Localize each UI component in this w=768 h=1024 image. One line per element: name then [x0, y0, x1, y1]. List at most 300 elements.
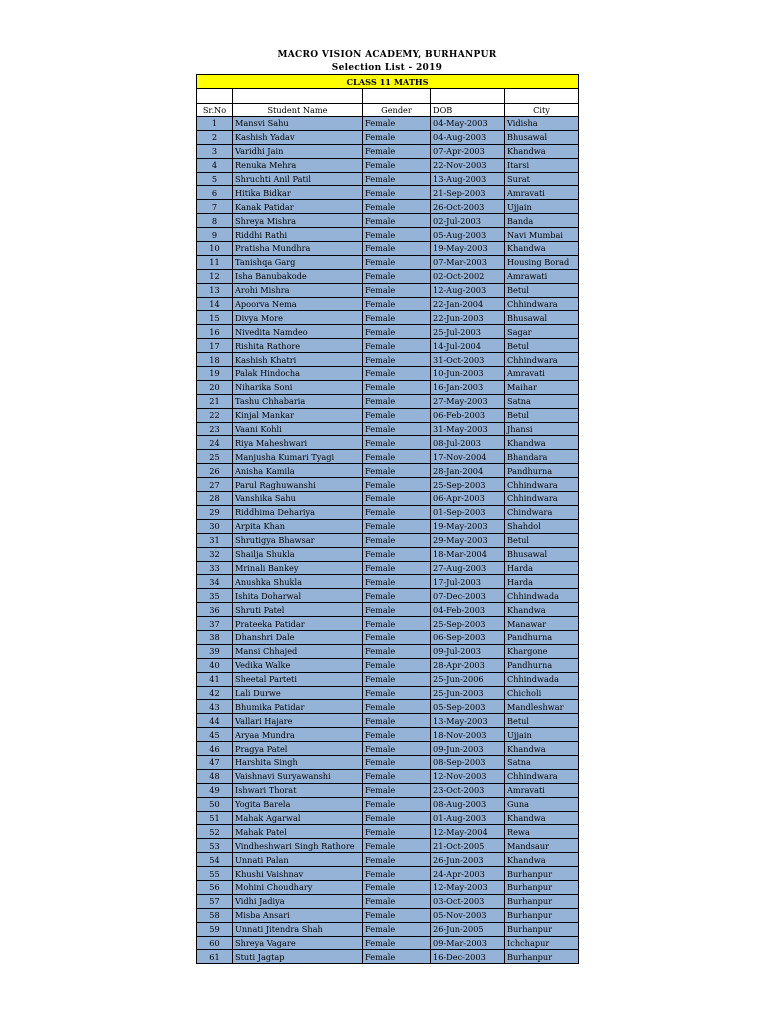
- cell-dob: 13-Aug-2003: [431, 172, 505, 186]
- cell-gender: Female: [363, 700, 431, 714]
- cell-dob: 09-Mar-2003: [431, 936, 505, 950]
- blank-cell: [197, 89, 233, 104]
- cell-student-name: Renuka Mehra: [233, 158, 363, 172]
- cell-student-name: Shrutigya Bhawsar: [233, 533, 363, 547]
- cell-gender: Female: [363, 297, 431, 311]
- cell-city: Betul: [505, 339, 579, 353]
- blank-cell: [363, 89, 431, 104]
- cell-gender: Female: [363, 880, 431, 894]
- cell-dob: 01-Aug-2003: [431, 811, 505, 825]
- cell-dob: 25-Jun-2006: [431, 672, 505, 686]
- cell-gender: Female: [363, 519, 431, 533]
- table-row: [197, 283, 579, 297]
- table-row: [197, 742, 579, 756]
- cell-student-name: Vaishnavi Suryawanshi: [233, 769, 363, 783]
- cell-srno: 33: [197, 561, 233, 575]
- cell-srno: 13: [197, 283, 233, 297]
- cell-dob: 25-Sep-2003: [431, 478, 505, 492]
- cell-city: Chhindwara: [505, 492, 579, 506]
- cell-city: Amrawati: [505, 269, 579, 283]
- cell-dob: 02-Jul-2003: [431, 214, 505, 228]
- cell-city: Ujjain: [505, 728, 579, 742]
- cell-dob: 17-Jul-2003: [431, 575, 505, 589]
- cell-student-name: Apoorva Nema: [233, 297, 363, 311]
- cell-dob: 19-May-2003: [431, 519, 505, 533]
- cell-city: Chhindwara: [505, 353, 579, 367]
- cell-student-name: Mrinali Bankey: [233, 561, 363, 575]
- table-row: [197, 783, 579, 797]
- table-row: [197, 561, 579, 575]
- cell-student-name: Niharika Soni: [233, 380, 363, 394]
- cell-dob: 05-Aug-2003: [431, 228, 505, 242]
- table-row: [197, 311, 579, 325]
- cell-city: Harda: [505, 575, 579, 589]
- selection-table-body: [197, 75, 579, 964]
- cell-dob: 08-Jul-2003: [431, 436, 505, 450]
- cell-student-name: Riddhima Dehariya: [233, 505, 363, 519]
- cell-student-name: Pragya Patel: [233, 742, 363, 756]
- cell-city: Chhindwara: [505, 769, 579, 783]
- cell-srno: 39: [197, 644, 233, 658]
- cell-city: Navi Mumbai: [505, 228, 579, 242]
- cell-gender: Female: [363, 936, 431, 950]
- cell-gender: Female: [363, 505, 431, 519]
- cell-gender: Female: [363, 561, 431, 575]
- cell-city: Khandwa: [505, 811, 579, 825]
- cell-gender: Female: [363, 172, 431, 186]
- cell-student-name: Dhanshri Dale: [233, 630, 363, 644]
- cell-student-name: Parul Raghuwanshi: [233, 478, 363, 492]
- cell-student-name: Varidhi Jain: [233, 144, 363, 158]
- cell-dob: 31-Oct-2003: [431, 353, 505, 367]
- cell-city: Khargone: [505, 644, 579, 658]
- cell-gender: Female: [363, 408, 431, 422]
- cell-srno: 5: [197, 172, 233, 186]
- cell-srno: 9: [197, 228, 233, 242]
- cell-srno: 6: [197, 186, 233, 200]
- table-row: [197, 853, 579, 867]
- cell-dob: 04-Aug-2003: [431, 130, 505, 144]
- cell-student-name: Mahak Agarwal: [233, 811, 363, 825]
- cell-city: Satna: [505, 755, 579, 769]
- cell-city: Burhanpur: [505, 880, 579, 894]
- cell-gender: Female: [363, 575, 431, 589]
- cell-gender: Female: [363, 200, 431, 214]
- table-row: [197, 644, 579, 658]
- cell-srno: 34: [197, 575, 233, 589]
- cell-gender: Female: [363, 825, 431, 839]
- cell-dob: 28-Jan-2004: [431, 464, 505, 478]
- cell-srno: 23: [197, 422, 233, 436]
- column-header-gender: Gender: [363, 104, 431, 117]
- table-row: [197, 214, 579, 228]
- table-row: [197, 630, 579, 644]
- cell-gender: Female: [363, 658, 431, 672]
- cell-student-name: Prateeka Patidar: [233, 617, 363, 631]
- cell-city: Shahdol: [505, 519, 579, 533]
- cell-dob: 27-May-2003: [431, 394, 505, 408]
- cell-gender: Female: [363, 255, 431, 269]
- cell-dob: 16-Jan-2003: [431, 380, 505, 394]
- cell-gender: Female: [363, 144, 431, 158]
- cell-dob: 31-May-2003: [431, 422, 505, 436]
- cell-srno: 30: [197, 519, 233, 533]
- cell-city: Betul: [505, 408, 579, 422]
- table-row: [197, 825, 579, 839]
- table-row: [197, 575, 579, 589]
- cell-dob: 22-Jan-2004: [431, 297, 505, 311]
- cell-srno: 18: [197, 353, 233, 367]
- cell-srno: 56: [197, 880, 233, 894]
- cell-gender: Female: [363, 950, 431, 964]
- cell-student-name: Tanishqa Garg: [233, 255, 363, 269]
- cell-city: Pandhurna: [505, 630, 579, 644]
- cell-srno: 44: [197, 714, 233, 728]
- table-row: [197, 922, 579, 936]
- cell-city: Chhindwara: [505, 297, 579, 311]
- cell-city: Chicholi: [505, 686, 579, 700]
- cell-student-name: Kinjal Mankar: [233, 408, 363, 422]
- cell-gender: Female: [363, 603, 431, 617]
- cell-srno: 47: [197, 755, 233, 769]
- selection-table: [196, 74, 579, 964]
- cell-city: Ujjain: [505, 200, 579, 214]
- cell-dob: 25-Jun-2003: [431, 686, 505, 700]
- cell-srno: 25: [197, 450, 233, 464]
- table-row: [197, 422, 579, 436]
- cell-srno: 54: [197, 853, 233, 867]
- cell-gender: Female: [363, 450, 431, 464]
- cell-city: Mandsaur: [505, 839, 579, 853]
- cell-student-name: Stuti Jagtap: [233, 950, 363, 964]
- table-row: [197, 769, 579, 783]
- cell-student-name: Kashish Khatri: [233, 353, 363, 367]
- cell-dob: 28-Apr-2003: [431, 658, 505, 672]
- cell-student-name: Yogita Barela: [233, 797, 363, 811]
- cell-gender: Female: [363, 714, 431, 728]
- cell-student-name: Shreya Vagare: [233, 936, 363, 950]
- cell-city: Bhusawal: [505, 547, 579, 561]
- cell-gender: Female: [363, 783, 431, 797]
- cell-srno: 58: [197, 908, 233, 922]
- cell-city: Pandhurna: [505, 658, 579, 672]
- cell-srno: 2: [197, 130, 233, 144]
- table-row: [197, 242, 579, 256]
- cell-dob: 12-Aug-2003: [431, 283, 505, 297]
- cell-srno: 17: [197, 339, 233, 353]
- cell-srno: 21: [197, 394, 233, 408]
- table-row: [197, 478, 579, 492]
- cell-dob: 12-May-2003: [431, 880, 505, 894]
- cell-student-name: Khushi Vaishnav: [233, 867, 363, 881]
- cell-student-name: Misba Ansari: [233, 908, 363, 922]
- cell-srno: 38: [197, 630, 233, 644]
- cell-student-name: Riya Maheshwari: [233, 436, 363, 450]
- cell-gender: Female: [363, 894, 431, 908]
- cell-srno: 11: [197, 255, 233, 269]
- cell-dob: 07-Apr-2003: [431, 144, 505, 158]
- cell-student-name: Anushka Shukla: [233, 575, 363, 589]
- table-row: [197, 867, 579, 881]
- cell-srno: 29: [197, 505, 233, 519]
- table-row: [197, 547, 579, 561]
- cell-dob: 26-Oct-2003: [431, 200, 505, 214]
- cell-student-name: Rishita Rathore: [233, 339, 363, 353]
- cell-city: Amravati: [505, 186, 579, 200]
- cell-gender: Female: [363, 644, 431, 658]
- table-row: [197, 519, 579, 533]
- table-row: [197, 158, 579, 172]
- cell-srno: 22: [197, 408, 233, 422]
- table-row: [197, 686, 579, 700]
- cell-srno: 28: [197, 492, 233, 506]
- cell-gender: Female: [363, 311, 431, 325]
- cell-student-name: Ishwari Thorat: [233, 783, 363, 797]
- cell-gender: Female: [363, 422, 431, 436]
- cell-city: Khandwa: [505, 436, 579, 450]
- cell-student-name: Shruti Patel: [233, 603, 363, 617]
- cell-srno: 46: [197, 742, 233, 756]
- column-header-row: [197, 104, 579, 117]
- cell-gender: Female: [363, 811, 431, 825]
- cell-dob: 01-Sep-2003: [431, 505, 505, 519]
- cell-gender: Female: [363, 353, 431, 367]
- cell-gender: Female: [363, 478, 431, 492]
- cell-dob: 08-Sep-2003: [431, 755, 505, 769]
- column-header-student-name: Student Name: [233, 104, 363, 117]
- cell-student-name: Lali Durwe: [233, 686, 363, 700]
- table-row: [197, 811, 579, 825]
- cell-srno: 31: [197, 533, 233, 547]
- cell-city: Ichchapur: [505, 936, 579, 950]
- cell-gender: Female: [363, 589, 431, 603]
- cell-gender: Female: [363, 269, 431, 283]
- cell-gender: Female: [363, 728, 431, 742]
- cell-student-name: Vaani Kohli: [233, 422, 363, 436]
- cell-city: Burhanpur: [505, 908, 579, 922]
- column-header-srno: Sr.No: [197, 104, 233, 117]
- table-row: [197, 603, 579, 617]
- table-row: [197, 839, 579, 853]
- cell-srno: 42: [197, 686, 233, 700]
- cell-dob: 24-Apr-2003: [431, 867, 505, 881]
- cell-student-name: Ishita Doharwal: [233, 589, 363, 603]
- class-banner-row: [197, 75, 579, 89]
- cell-srno: 10: [197, 242, 233, 256]
- table-row: [197, 380, 579, 394]
- cell-srno: 7: [197, 200, 233, 214]
- cell-dob: 23-Oct-2003: [431, 783, 505, 797]
- cell-city: Bhusawal: [505, 130, 579, 144]
- cell-srno: 37: [197, 617, 233, 631]
- cell-srno: 26: [197, 464, 233, 478]
- cell-gender: Female: [363, 117, 431, 131]
- table-row: [197, 714, 579, 728]
- cell-city: Khandwa: [505, 144, 579, 158]
- cell-srno: 14: [197, 297, 233, 311]
- cell-gender: Female: [363, 908, 431, 922]
- blank-cell: [505, 89, 579, 104]
- blank-row: [197, 89, 579, 104]
- cell-srno: 60: [197, 936, 233, 950]
- table-row: [197, 436, 579, 450]
- cell-dob: 12-May-2004: [431, 825, 505, 839]
- cell-student-name: Vedika Walke: [233, 658, 363, 672]
- cell-gender: Female: [363, 130, 431, 144]
- cell-city: Banda: [505, 214, 579, 228]
- cell-city: Burhanpur: [505, 950, 579, 964]
- cell-student-name: Sheetal Parteti: [233, 672, 363, 686]
- cell-srno: 8: [197, 214, 233, 228]
- blank-cell: [233, 89, 363, 104]
- class-banner: CLASS 11 MATHS: [197, 75, 579, 89]
- table-row: [197, 353, 579, 367]
- cell-city: Burhanpur: [505, 922, 579, 936]
- table-row: [197, 117, 579, 131]
- table-row: [197, 950, 579, 964]
- cell-srno: 48: [197, 769, 233, 783]
- cell-city: Jhansi: [505, 422, 579, 436]
- cell-city: Khandwa: [505, 853, 579, 867]
- cell-dob: 07-Dec-2003: [431, 589, 505, 603]
- cell-gender: Female: [363, 672, 431, 686]
- document-title: MACRO VISION ACADEMY, BURHANPUR: [277, 50, 497, 60]
- table-row: [197, 672, 579, 686]
- cell-city: Chhindwara: [505, 478, 579, 492]
- cell-gender: Female: [363, 380, 431, 394]
- cell-city: Itarsi: [505, 158, 579, 172]
- cell-srno: 59: [197, 922, 233, 936]
- table-row: [197, 894, 579, 908]
- cell-srno: 49: [197, 783, 233, 797]
- table-row: [197, 269, 579, 283]
- cell-gender: Female: [363, 214, 431, 228]
- cell-city: Chhindwada: [505, 672, 579, 686]
- cell-student-name: Mohini Choudhary: [233, 880, 363, 894]
- cell-dob: 06-Sep-2003: [431, 630, 505, 644]
- table-row: [197, 589, 579, 603]
- table-row: [197, 325, 579, 339]
- cell-student-name: Anisha Kamila: [233, 464, 363, 478]
- table-row: [197, 505, 579, 519]
- cell-city: Bhusawal: [505, 311, 579, 325]
- cell-student-name: Vindheshwari Singh Rathore: [233, 839, 363, 853]
- cell-dob: 04-Feb-2003: [431, 603, 505, 617]
- table-row: [197, 700, 579, 714]
- cell-student-name: Palak Hindocha: [233, 367, 363, 381]
- cell-srno: 45: [197, 728, 233, 742]
- cell-srno: 43: [197, 700, 233, 714]
- table-row: [197, 172, 579, 186]
- cell-city: Amravati: [505, 783, 579, 797]
- table-row: [197, 936, 579, 950]
- table-row: [197, 228, 579, 242]
- cell-student-name: Unnati Jitendra Shah: [233, 922, 363, 936]
- cell-srno: 41: [197, 672, 233, 686]
- cell-city: Khandwa: [505, 603, 579, 617]
- cell-student-name: Harshita Singh: [233, 755, 363, 769]
- table-row: [197, 464, 579, 478]
- cell-student-name: Kanak Patidar: [233, 200, 363, 214]
- cell-dob: 17-Nov-2004: [431, 450, 505, 464]
- table-row: [197, 658, 579, 672]
- cell-student-name: Mahak Patel: [233, 825, 363, 839]
- table-row: [197, 186, 579, 200]
- cell-student-name: Unnati Palan: [233, 853, 363, 867]
- cell-srno: 20: [197, 380, 233, 394]
- table-row: [197, 255, 579, 269]
- cell-dob: 03-Oct-2003: [431, 894, 505, 908]
- table-row: [197, 450, 579, 464]
- cell-dob: 05-Nov-2003: [431, 908, 505, 922]
- cell-student-name: Aryaa Mundra: [233, 728, 363, 742]
- cell-srno: 3: [197, 144, 233, 158]
- cell-student-name: Arpita Khan: [233, 519, 363, 533]
- cell-city: Betul: [505, 714, 579, 728]
- cell-city: Burhanpur: [505, 867, 579, 881]
- cell-dob: 04-May-2003: [431, 117, 505, 131]
- cell-gender: Female: [363, 686, 431, 700]
- cell-dob: 29-May-2003: [431, 533, 505, 547]
- table-row: [197, 339, 579, 353]
- cell-student-name: Vidhi Jadiya: [233, 894, 363, 908]
- cell-gender: Female: [363, 797, 431, 811]
- cell-dob: 19-May-2003: [431, 242, 505, 256]
- cell-dob: 25-Sep-2003: [431, 617, 505, 631]
- cell-city: Guna: [505, 797, 579, 811]
- cell-gender: Female: [363, 922, 431, 936]
- cell-city: Mandleshwar: [505, 700, 579, 714]
- cell-srno: 1: [197, 117, 233, 131]
- table-row: [197, 617, 579, 631]
- table-row: [197, 533, 579, 547]
- cell-srno: 55: [197, 867, 233, 881]
- cell-city: Pandhurna: [505, 464, 579, 478]
- cell-city: Chhindwada: [505, 589, 579, 603]
- cell-city: Housing Borad: [505, 255, 579, 269]
- cell-dob: 21-Sep-2003: [431, 186, 505, 200]
- cell-dob: 14-Jul-2004: [431, 339, 505, 353]
- cell-dob: 08-Aug-2003: [431, 797, 505, 811]
- table-row: [197, 880, 579, 894]
- cell-gender: Female: [363, 492, 431, 506]
- cell-student-name: Shruchti Anil Patil: [233, 172, 363, 186]
- cell-student-name: Riddhi Rathi: [233, 228, 363, 242]
- table-row: [197, 297, 579, 311]
- table-row: [197, 144, 579, 158]
- cell-student-name: Hitika Bidkar: [233, 186, 363, 200]
- cell-student-name: Bhumika Patidar: [233, 700, 363, 714]
- cell-city: Chindwara: [505, 505, 579, 519]
- cell-srno: 32: [197, 547, 233, 561]
- cell-dob: 26-Jun-2003: [431, 853, 505, 867]
- cell-srno: 19: [197, 367, 233, 381]
- cell-city: Betul: [505, 533, 579, 547]
- table-row: [197, 797, 579, 811]
- cell-city: Khandwa: [505, 742, 579, 756]
- cell-dob: 18-Nov-2003: [431, 728, 505, 742]
- cell-gender: Female: [363, 283, 431, 297]
- cell-gender: Female: [363, 630, 431, 644]
- cell-city: Harda: [505, 561, 579, 575]
- table-row: [197, 492, 579, 506]
- table-row: [197, 908, 579, 922]
- cell-dob: 09-Jul-2003: [431, 644, 505, 658]
- cell-city: Khandwa: [505, 242, 579, 256]
- cell-city: Satna: [505, 394, 579, 408]
- cell-city: Maihar: [505, 380, 579, 394]
- document-subtitle: Selection List - 2019: [331, 63, 443, 73]
